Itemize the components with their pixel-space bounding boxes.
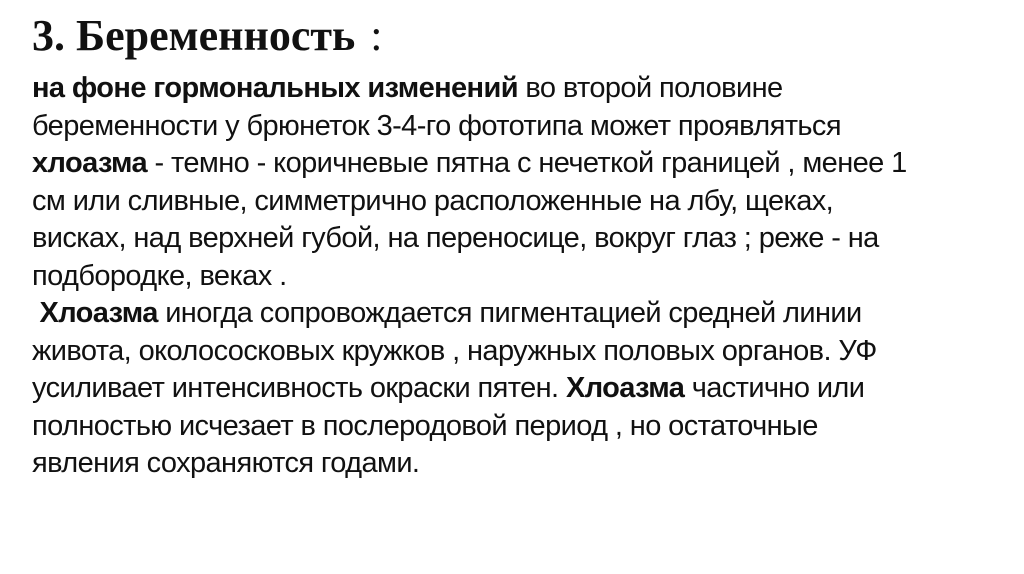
paragraph-pregnancy	[32, 70, 1012, 295]
title-colon: :	[370, 11, 383, 60]
bold-phrase: на фоне гормональных изменений	[32, 72, 518, 104]
paragraph-chloasma	[32, 295, 1012, 483]
title-text: Беременность	[76, 11, 356, 60]
text-line: см или сливные, симметрично расположенные на лбу, щеках,	[32, 184, 834, 217]
text-line: беременности у брюнеток 3-4-го фототипа может проявляться	[32, 109, 841, 142]
title-number: 3.	[32, 11, 65, 60]
text-line: полностью исчезает в послеродовой период , но остаточные	[32, 409, 818, 442]
text-fragment: - темно - коричневые пятна с нечеткой границей , менее 1	[147, 147, 907, 179]
text-fragment: во второй половине	[517, 72, 783, 104]
text-line	[32, 370, 1012, 408]
text-fragment: частично или	[684, 372, 865, 404]
text-line	[32, 70, 1012, 108]
text-fragment: усиливает интенсивность окраски пятен.	[32, 372, 566, 404]
text-line: явления сохраняются годами.	[32, 447, 420, 479]
slide-title	[32, 8, 382, 64]
text-line	[32, 145, 1012, 183]
slide-body	[32, 70, 1012, 483]
text-line: живота, околососковых кружков , наружных половых органов. УФ	[32, 334, 877, 367]
bold-term: Хлоазма	[565, 372, 685, 404]
text-line: подбородке, веках .	[32, 259, 287, 292]
text-line: висках, над верхней губой, на переносице, вокруг глаз ; реже - на	[32, 222, 879, 254]
bold-term: хлоазма	[32, 147, 148, 179]
text-line	[32, 295, 1012, 333]
bold-term: Хлоазма	[39, 297, 158, 329]
text-fragment: иногда сопровождается пигментацией средней линии	[157, 297, 862, 329]
